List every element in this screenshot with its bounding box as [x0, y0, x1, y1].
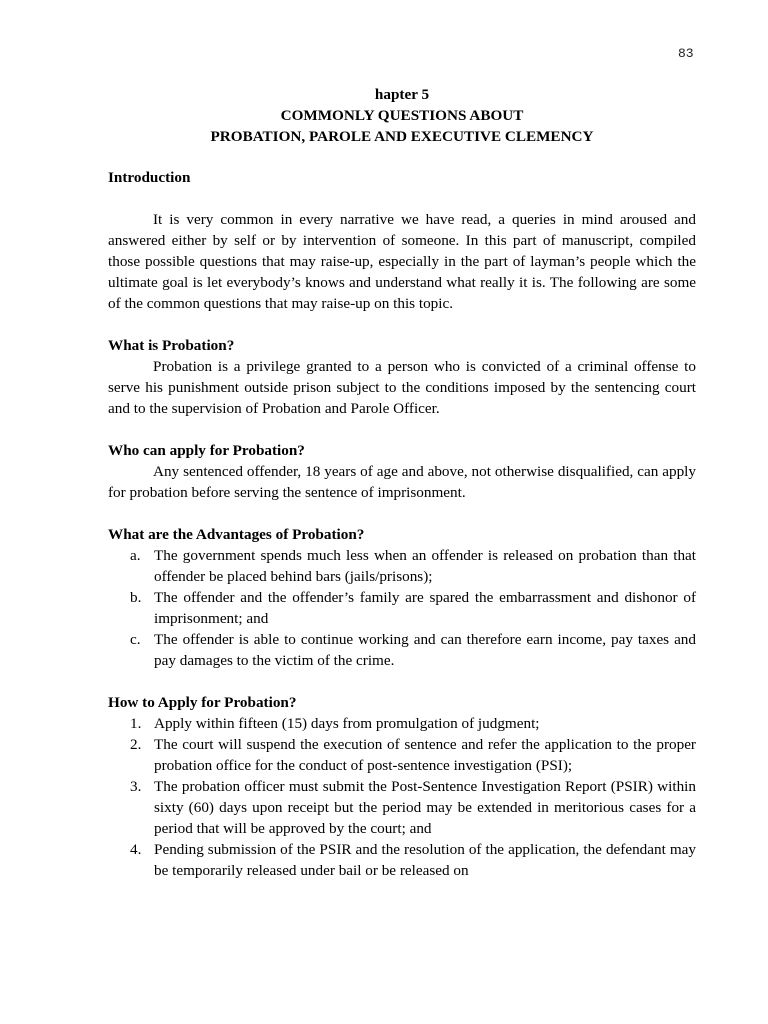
chapter-title-line-2: PROBATION, PAROLE AND EXECUTIVE CLEMENCY: [210, 128, 594, 145]
list-item-text: Apply within fifteen (15) days from promulgation of judgment;: [154, 715, 540, 732]
list-item: [108, 713, 696, 734]
chapter-label: hapter 5: [374, 86, 430, 103]
list-item: [108, 629, 696, 671]
list-marker: 3.: [130, 778, 142, 795]
list-marker: b.: [130, 589, 142, 606]
what-is-probation-heading: What is Probation?: [108, 337, 235, 354]
chapter-title-block: [108, 84, 696, 147]
advantages-list: [108, 545, 696, 671]
list-item-text: The court will suspend the execution of sentence and refer the application to the proper probation office for the conduct of post-sentence investigation (PSI);: [154, 736, 696, 774]
list-marker: 2.: [130, 736, 142, 753]
how-to-apply-list: [108, 713, 696, 881]
list-item-text: The offender and the offender’s family are spared the embarrassment and dishonor of imprisonment; and: [154, 589, 696, 627]
list-item: [108, 776, 696, 839]
how-to-apply-heading: How to Apply for Probation?: [108, 694, 297, 711]
what-is-probation-paragraph: Probation is a privilege granted to a person who is convicted of a criminal offense to serve his punishment outside prison subject to the conditions imposed by the sentencing court and to the supervision of Probation and Parole Officer.: [108, 358, 696, 417]
advantages-heading: What are the Advantages of Probation?: [108, 526, 365, 543]
list-item: [108, 545, 696, 587]
list-item: [108, 734, 696, 776]
chapter-title-line-1: COMMONLY QUESTIONS ABOUT: [280, 107, 524, 124]
list-marker: 4.: [130, 841, 142, 858]
list-marker: a.: [130, 547, 141, 564]
list-item-text: The government spends much less when an offender is released on probation than that offender be placed behind bars (jails/prisons);: [154, 547, 696, 585]
who-can-apply-paragraph: Any sentenced offender, 18 years of age and above, not otherwise disqualified, can apply for probation before serving the sentence of imprisonment.: [108, 463, 696, 501]
introduction-paragraph: It is very common in every narrative we have read, a queries in mind aroused and answered either by self or by intervention of someone. In this part of manuscript, compiled those possible questions that may raise-up, especially in the part of layman’s people which the ultimate goal is let everybody’s knows and understand what really it is. The following are some of the common questions that may raise-up on this topic.: [108, 211, 696, 312]
list-item: [108, 839, 696, 881]
list-item: [108, 587, 696, 629]
list-item-text: The probation officer must submit the Post-Sentence Investigation Report (PSIR) within sixty (60) days upon receipt but the period may be extended in meritorious cases for a period that will be approved by the court; and: [154, 778, 696, 837]
list-marker: c.: [130, 631, 141, 648]
introduction-heading: Introduction: [108, 169, 191, 186]
list-marker: 1.: [130, 715, 142, 732]
page-content: [108, 84, 696, 881]
list-item-text: The offender is able to continue working and can therefore earn income, pay taxes and pay damages to the victim of the crime.: [154, 631, 696, 669]
list-item-text: Pending submission of the PSIR and the resolution of the application, the defendant may be temporarily released under bail or be released on: [154, 841, 696, 879]
page-number: 83: [678, 46, 694, 61]
who-can-apply-heading: Who can apply for Probation?: [108, 442, 305, 459]
